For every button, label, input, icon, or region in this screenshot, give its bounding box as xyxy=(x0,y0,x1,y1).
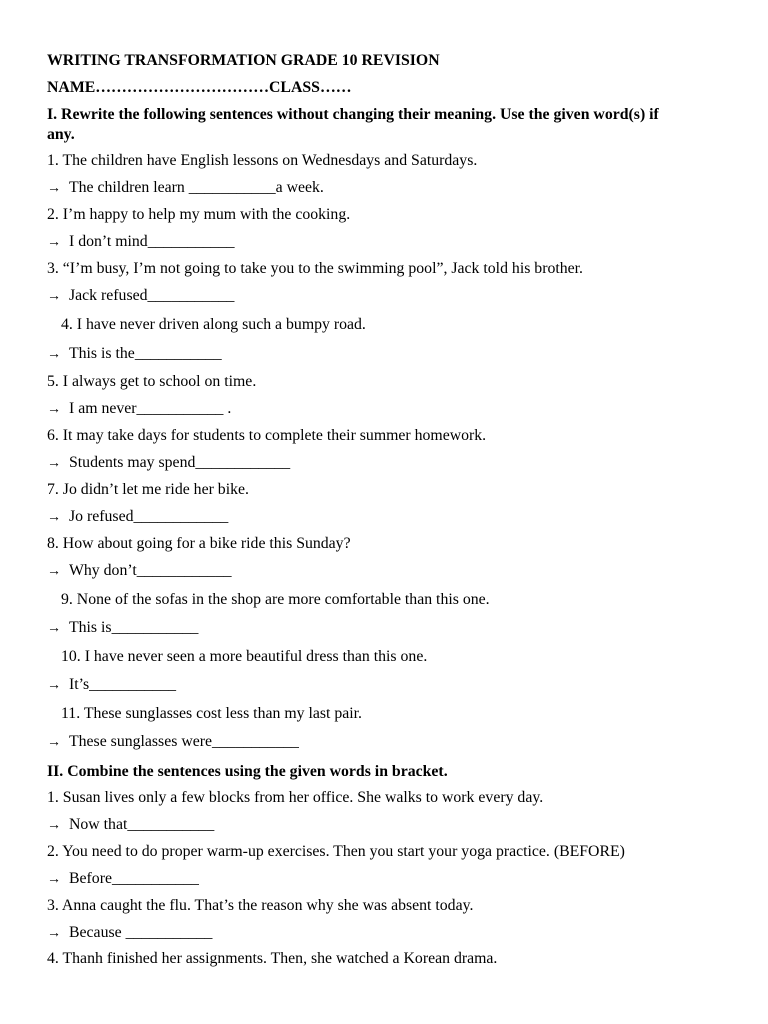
worksheet-title: WRITING TRANSFORMATION GRADE 10 REVISION xyxy=(47,52,440,69)
question-5: 5. I always get to school on time. xyxy=(47,373,257,390)
combine-answer-line-3: → Because ___________ xyxy=(47,923,212,944)
combine-question-1: 1. Susan lives only a few blocks from her office. She walks to work every day. xyxy=(47,789,544,806)
combine-answer-line-1: → Now that___________ xyxy=(47,815,214,836)
answer-line-1: → The children learn ___________a week. xyxy=(47,178,324,199)
combine-answer-line-2: → Before___________ xyxy=(47,869,199,890)
question-8: 8. How about going for a bike ride this Sunday? xyxy=(47,535,351,552)
answer-line-5: → I am never___________ . xyxy=(47,399,231,420)
question-10: 10. I have never seen a more beautiful dress than this one. xyxy=(61,648,428,665)
answer-line-3: → Jack refused___________ xyxy=(47,286,234,307)
answer-line-9: → This is___________ xyxy=(47,618,198,639)
arrow-icon: → xyxy=(47,456,61,471)
arrow-icon: → xyxy=(47,510,61,525)
question-4: 4. I have never driven along such a bumpy road. xyxy=(61,316,366,333)
arrow-icon: → xyxy=(47,289,61,304)
answer-line-8: → Why don’t____________ xyxy=(47,561,232,582)
answer-line-4: → This is the___________ xyxy=(47,344,222,365)
arrow-icon: → xyxy=(47,735,61,750)
arrow-icon: → xyxy=(47,564,61,579)
question-6: 6. It may take days for students to complete their summer homework. xyxy=(47,427,487,444)
combine-question-2: 2. You need to do proper warm-up exercises. Then you start your yoga practice. (BEFORE) xyxy=(47,843,625,860)
combine-question-4: 4. Thanh finished her assignments. Then, she watched a Korean drama. xyxy=(47,950,498,967)
answer-line-11: → These sunglasses were___________ xyxy=(47,732,299,753)
name-class-line: NAME……………………………CLASS…… xyxy=(47,79,352,96)
question-7: 7. Jo didn’t let me ride her bike. xyxy=(47,481,249,498)
question-1: 1. The children have English lessons on Wednesdays and Saturdays. xyxy=(47,152,478,169)
arrow-icon: → xyxy=(47,181,61,196)
answer-line-7: → Jo refused____________ xyxy=(47,507,228,528)
arrow-icon: → xyxy=(47,621,61,636)
combine-question-3: 3. Anna caught the flu. That’s the reason why she was absent today. xyxy=(47,897,474,914)
section1-instruction: I. Rewrite the following sentences without changing their meaning. Use the given word(s) if any. xyxy=(47,106,659,143)
arrow-icon: → xyxy=(47,818,61,833)
arrow-icon: → xyxy=(47,347,61,362)
answer-line-2: → I don’t mind___________ xyxy=(47,232,235,253)
arrow-icon: → xyxy=(47,678,61,693)
arrow-icon: → xyxy=(47,872,61,887)
arrow-icon: → xyxy=(47,235,61,250)
question-3: 3. “I’m busy, I’m not going to take you to the swimming pool”, Jack told his brother. xyxy=(47,260,583,277)
arrow-icon: → xyxy=(47,402,61,417)
question-9: 9. None of the sofas in the shop are more comfortable than this one. xyxy=(61,591,490,608)
question-2: 2. I’m happy to help my mum with the cooking. xyxy=(47,206,351,223)
question-11: 11. These sunglasses cost less than my last pair. xyxy=(61,705,362,722)
arrow-icon: → xyxy=(47,926,61,941)
answer-line-6: → Students may spend____________ xyxy=(47,453,290,474)
answer-line-10: → It’s___________ xyxy=(47,675,176,696)
section2-instruction: II. Combine the sentences using the given words in bracket. xyxy=(47,763,448,780)
